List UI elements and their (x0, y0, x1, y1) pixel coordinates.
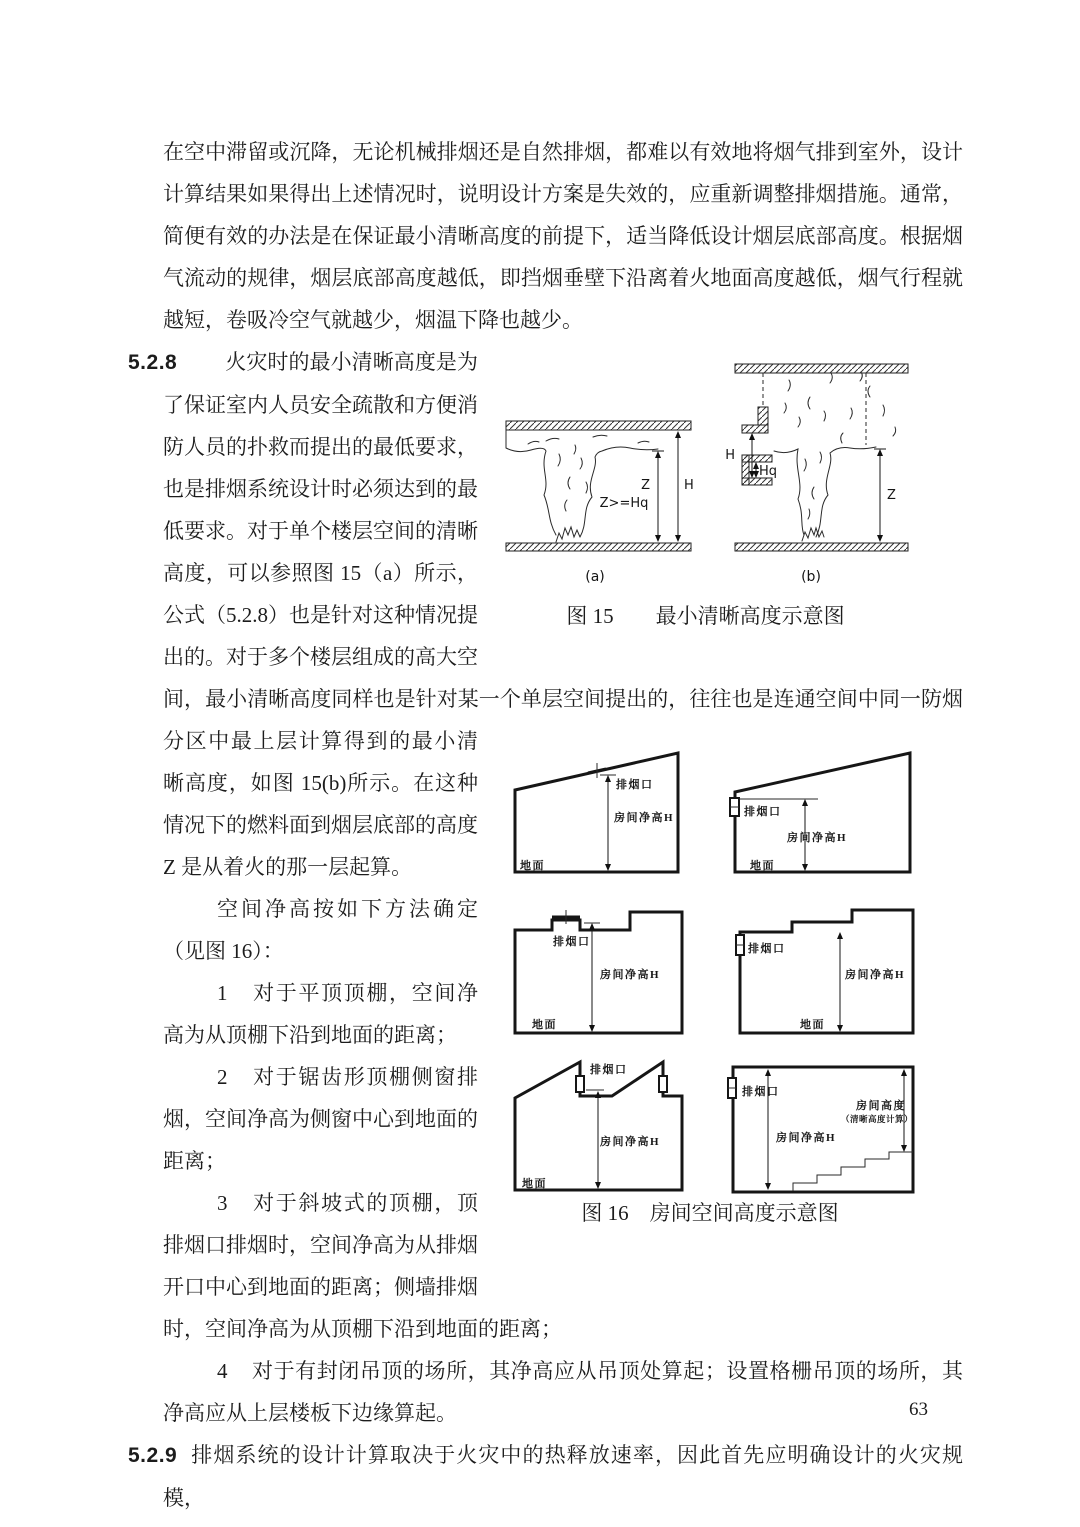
page-content (128, 131, 963, 1519)
panel-sloped-roof-top-vent (515, 753, 678, 872)
vent-label: 排烟口 (616, 779, 654, 791)
section-529-text: 排烟系统的设计计算取决于火灾中的热释放速率，因此首先应明确设计的火灾规模， (163, 1443, 963, 1510)
fire-flames (802, 528, 824, 541)
section-528-text-2: 晰高度，如图 15(b)所示。在这种情况下的燃料面到烟层底部的高度 Z 是从着火的那一层起算。 (163, 771, 478, 879)
item-number: 2 (217, 1065, 228, 1089)
figure-16-caption: 图 16 房间空间高度示意图 (581, 1201, 839, 1225)
net-height-label: 房间净高H (600, 1136, 661, 1148)
ceiling-slab (506, 421, 691, 430)
page-number: 63 (909, 1399, 928, 1420)
item-text: 对于平顶顶棚，空间净高为从顶棚下沿到地面的距离； (163, 981, 478, 1047)
item-text: 对于斜坡式的顶棚，顶排烟口排烟时，空间净高为从排烟开口中心到地面的距离；侧墙排烟时，空间净高为从顶棚下沿到地面的距离； (163, 1191, 562, 1341)
label-h: H (684, 478, 694, 493)
label-panel-b: (b) (801, 569, 821, 585)
item-number: 4 (217, 1359, 228, 1383)
section-5-2-9 (128, 1434, 963, 1519)
method-intro-text: 空间净高按如下方法确定（见图 16）： (163, 897, 478, 963)
room-height-label: 房间高度 (856, 1100, 906, 1112)
section-5-2-8 (128, 341, 963, 1519)
panel-sawtooth-roof (515, 1062, 682, 1190)
label-z-ge-hq: Z>=Hq (599, 496, 649, 511)
item-text: 对于有封闭吊顶的场所，其净高应从吊顶处算起；设置格栅吊顶的场所，其净高应从上层楼板下边缘算起。 (163, 1359, 963, 1425)
fig15-panel-b (725, 364, 908, 585)
smoke-interface-left (774, 449, 804, 535)
item-number: 1 (217, 981, 228, 1005)
ground-label: 地面 (800, 1019, 825, 1031)
item-number: 3 (217, 1191, 228, 1215)
ground-label: 地面 (520, 860, 545, 872)
ceiling-slab (735, 364, 908, 373)
fire-flames (556, 527, 580, 542)
ground-label: 地面 (532, 1019, 557, 1031)
label-h-b: H (725, 448, 735, 463)
figure-15-caption: 图 15 最小清晰高度示意图 (566, 604, 845, 628)
section-number-528: 5.2.8 (128, 351, 178, 374)
vent-label: 排烟口 (744, 806, 782, 818)
floor-slab (506, 543, 691, 551)
ground-label: 地面 (522, 1178, 547, 1190)
staircase (793, 1152, 913, 1191)
fig15-panel-a (506, 421, 694, 585)
vent-label: 排烟口 (590, 1064, 628, 1076)
smoke-wisps-b (784, 372, 896, 519)
label-hq: Hq (759, 464, 778, 479)
vent-label: 排烟口 (553, 936, 591, 948)
vent-label: 排烟口 (748, 943, 786, 955)
smoke-interface-left (506, 448, 556, 535)
net-height-label: 房间净高H (776, 1132, 837, 1144)
section-528-text-1: 火灾时的最小清晰高度是为了保证室内人员安全疏散和方便消防人员的扑救而提出的最低要求，也是排烟系统设计时必须达到的最低要求。对于单个楼层空间的清晰高度，可以参照图 15（a）所示，公式（5.2.8）也是针对这种情况提出的。对于多个楼层组成的高大空间，最小清晰高度同样也是针对某一个单层空间提出的，往往也是连通空间中同一防烟分区中最上层计算得到的最小清 (163, 350, 963, 753)
panel-room-with-stairs (728, 1067, 913, 1192)
panel-sloped-roof-wall-vent (730, 753, 910, 872)
figure-15-drawing (498, 351, 913, 586)
net-height-label: 房间净高H (600, 969, 661, 981)
label-panel-a: (a) (585, 569, 605, 585)
label-z-b: Z (887, 488, 896, 503)
panel-stepped-roof-top-vent (515, 910, 682, 1033)
figure-16-drawing (500, 742, 920, 1197)
paragraph-top: 在空中滞留或沉降，无论机械排烟还是自然排烟，都难以有效地将烟气排到室外，设计计算结果如果得出上述情况时，说明设计方案是失效的，应重新调整排烟措施。通常，简便有效的办法是在保证最小清晰高度的前提下，适当降低设计烟层底部高度。根据烟气流动的规律，烟层底部高度越低，即挡烟垂壁下沿离着火地面高度越低，烟气行程就越短，卷吸冷空气就越少，烟温下降也越少。 (163, 140, 963, 332)
floor-slab (735, 543, 908, 551)
net-height-label: 房间净高H (787, 832, 848, 844)
panel-stepped-roof-wall-vent (736, 910, 913, 1033)
net-height-label: 房间净高H (845, 969, 906, 981)
net-height-label: 房间净高H (614, 812, 675, 824)
figure-16 (478, 720, 963, 1225)
item-text: 对于锯齿形顶棚侧窗排烟，空间净高为侧窗中心到地面的距离； (163, 1065, 478, 1173)
section-number-529: 5.2.9 (128, 1444, 178, 1467)
room-height-note: （清晰高度计算） (840, 1114, 914, 1124)
smoke-interface-right (816, 447, 876, 537)
ground-label: 地面 (750, 860, 775, 872)
figure-15 (478, 341, 963, 669)
vent-label: 排烟口 (742, 1086, 780, 1098)
list-item-4 (163, 1350, 963, 1434)
label-z: Z (641, 478, 650, 493)
